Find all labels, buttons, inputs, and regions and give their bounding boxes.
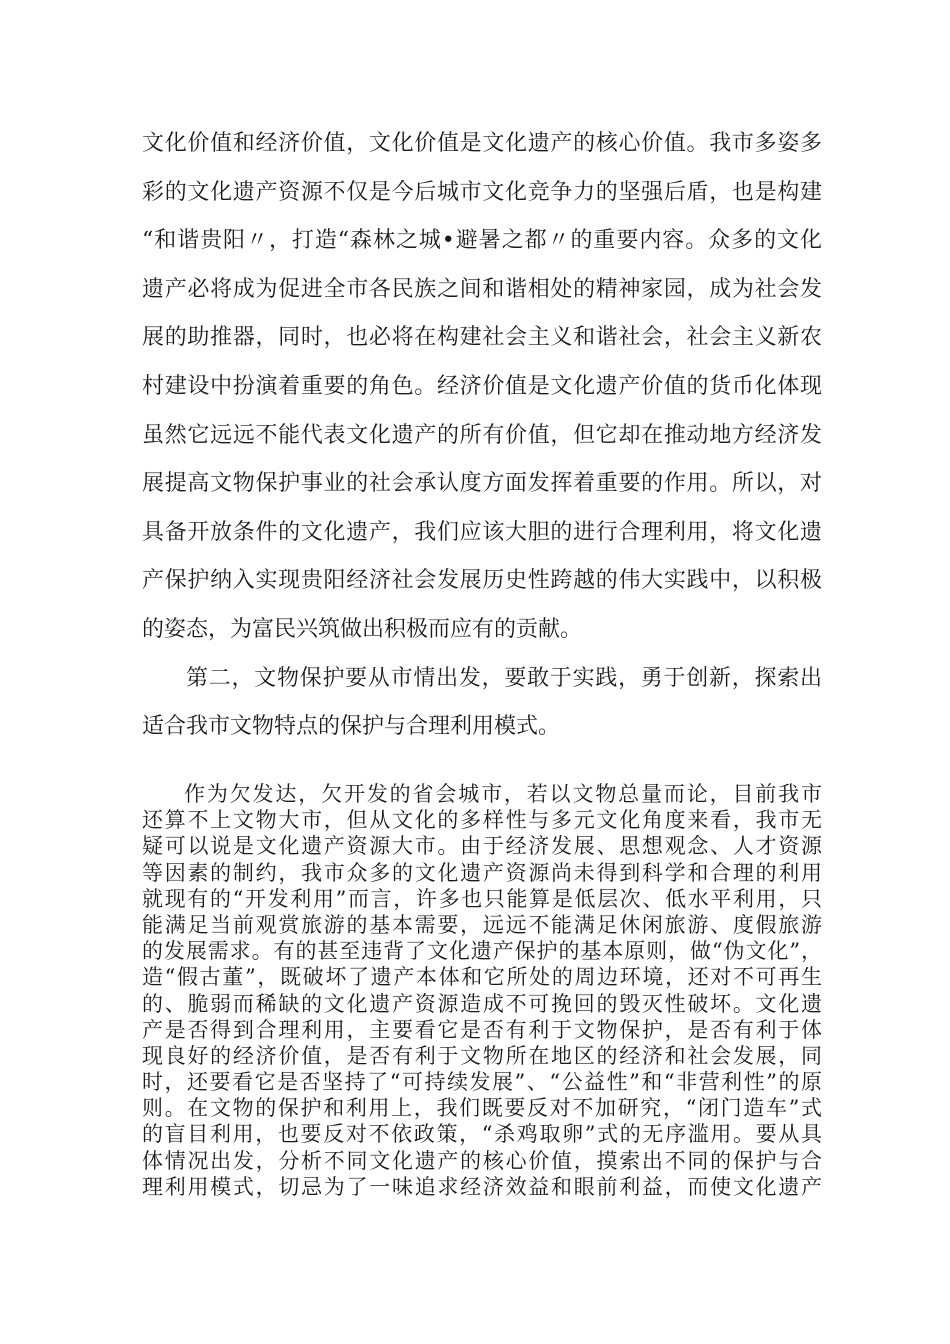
text-line: 彩的文化遗产资源不仅是今后城市文化竞争力的坚强后盾，也是构建	[142, 179, 822, 205]
text-line: 体情况出发，分析不同文化遗产的核心价值，摸索出不同的保护与合	[142, 1148, 822, 1173]
text-line: 具备开放条件的文化遗产，我们应该大胆的进行合理利用，将文化遗	[142, 519, 822, 545]
text-line: 的姿态，为富民兴筑做出积极而应有的贡献。	[142, 616, 583, 642]
text-line: 现良好的经济价值，是否有利于文物所在地区的经济和社会发展，同	[142, 1043, 822, 1068]
text-line: 的、脆弱而稀缺的文化遗产资源造成不可挽回的毁灭性破坏。文化遗	[142, 991, 822, 1016]
text-line: 则。在文物的保护和利用上，我们既要反对不加研究，“闭门造车”式	[142, 1096, 822, 1121]
text-line: 遗产必将成为促进全市各民族之间和谐相处的精神家园，成为社会发	[142, 276, 822, 302]
text-line: “和谐贵阳〃，打造“森林之城•避暑之都〃的重要内容。众多的文化	[142, 228, 822, 254]
text-line: 产保护纳入实现贵阳经济社会发展历史性跨越的伟大实践中，以积极	[142, 568, 822, 594]
text-line: 的发展需求。有的甚至违背了文化遗产保护的基本原则，做“伪文化”，	[142, 939, 822, 964]
section-cultural-value	[142, 120, 822, 752]
text-line: 的盲目利用，也要反对不依政策，“杀鸡取卵”式的无序滥用。要从具	[142, 1122, 822, 1147]
section-utilization	[142, 781, 822, 1200]
text-line: 作为欠发达，欠开发的省会城市，若以文物总量而论，目前我市	[184, 782, 822, 806]
text-line: 时，还要看它是否坚持了“可持续发展”、“公益性”和“非营利性”的原	[142, 1070, 822, 1095]
text-line: 还算不上文物大市，但从文化的多样性与多元文化角度来看，我市无	[142, 808, 822, 833]
text-line: 疑可以说是文化遗产资源大市。由于经济发展、思想观念、人才资源	[142, 834, 822, 859]
text-line: 产是否得到合理利用，主要看它是否有利于文物保护，是否有利于体	[142, 1017, 822, 1042]
text-line: 等因素的制约，我市众多的文化遗产资源尚未得到科学和合理的利用	[142, 860, 822, 885]
text-line: 展的助推器，同时，也必将在构建社会主义和谐社会，社会主义新农	[142, 325, 822, 351]
section-heading-line: 第二，文物保护要从市情出发，要敢于实践，勇于创新，探索出	[186, 665, 822, 691]
text-line: 造“假古董”，既破坏了遗产本体和它所处的周边环境，还对不可再生	[142, 965, 822, 990]
text-line: 展提高文物保护事业的社会承认度方面发挥着重要的作用。所以，对	[142, 471, 822, 497]
text-line: 就现有的“开发利用”而言，许多也只能算是低层次、低水平利用，只	[142, 886, 822, 911]
text-line: 理利用模式，切忌为了一味追求经济效益和眼前利益，而使文化遗产	[142, 1174, 822, 1199]
text-line: 虽然它远远不能代表文化遗产的所有价值，但它却在推动地方经济发	[142, 422, 822, 448]
text-line: 村建设中扮演着重要的角色。经济价值是文化遗产价值的货币化体现	[142, 373, 822, 399]
text-line: 能满足当前观赏旅游的基本需要，远远不能满足休闲旅游、度假旅游	[142, 912, 822, 937]
section-heading-line: 适合我市文物特点的保护与合理利用模式。	[142, 714, 561, 740]
text-line: 文化价值和经济价值，文化价值是文化遗产的核心价值。我市多姿多	[142, 131, 822, 156]
